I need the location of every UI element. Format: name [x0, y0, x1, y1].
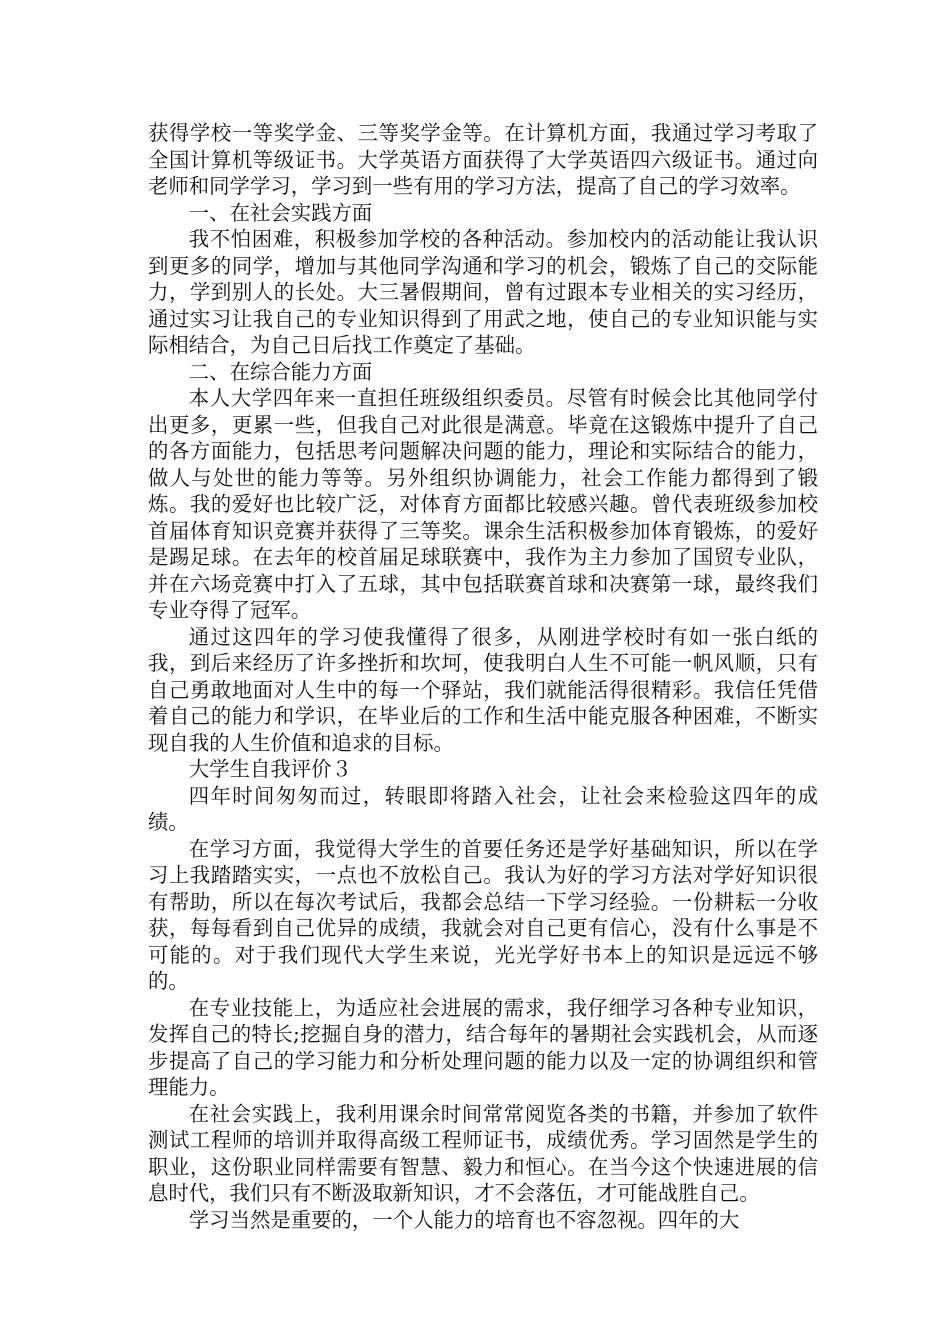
- paragraph-social-practice: 我不怕困难，积极参加学校的各种活动。参加校内的活动能让我认识到更多的同学，增加与其他同学沟通和学习的机会，锻炼了自己的交际能力，学到别人的长处。大三暑假期间，曾有过跟本专业相关的实习经历，通过实习让我自己的专业知识得到了用武之地，使自己的专业知识能与实际相结合，为自己日后找工作奠定了基础。: [148, 227, 818, 357]
- document-page: [148, 120, 818, 1233]
- section-title-self-evaluation-3: 大学生自我评价３: [188, 757, 352, 781]
- paragraph-professional-skills: 在专业技能上，为适应社会进展的需求，我仔细学习各种专业知识，发挥自己的特长;挖掘自身的潜力，结合每年的暑期社会实践机会，从而逐步提高了自己的学习能力和分析处理问题的能力以及一定的协调组织和管理能力。: [148, 995, 818, 1099]
- paragraph-ability-cultivation: 学习当然是重要的，一个人能力的培育也不容忽视。四年的大: [188, 1207, 740, 1232]
- section-heading-social-practice: 一、在社会实践方面: [188, 200, 373, 225]
- paragraph-comprehensive-ability: 本人大学四年来一直担任班级组织委员。尽管有时候会比其他同学付出更多，更累一些，但我自己对此很是满意。毕竟在这锻炼中提升了自己的各方面能力，包括思考问题解决问题的能力，理论和实际结合的能力，做人与处世的能力等等。另外组织协调能力，社会工作能力都得到了锻炼。我的爱好也比较广泛，对体育方面都比较感兴趣。曾代表班级参加校首届体育知识竞赛并获得了三等奖。课余生活积极参加体育锻炼，的爱好是踢足球。在去年的校首届足球联赛中，我作为主力参加了国贸专业队，并在六场竞赛中打入了五球，其中包括联赛首球和决赛第一球，最终我们专业夺得了冠军。: [148, 386, 818, 622]
- paragraph-study: 在学习方面，我觉得大学生的首要任务还是学好基础知识，所以在学习上我踏踏实实，一点也不放松自己。我认为好的学习方法对学好知识很有帮助，所以在每次考试后，我都会总结一下学习经验。一份耕耘一分收获，每每看到自己优异的成绩，我就会对自己更有信心，没有什么事是不可能的。对于我们现代大学生来说，光光学好书本上的知识是远远不够的。: [148, 836, 818, 993]
- paragraph-four-years-summary: 通过这四年的学习使我懂得了很多，从刚进学校时有如一张白纸的我，到后来经历了许多挫折和坎坷，使我明白人生不可能一帆风顺，只有自己勇敢地面对人生中的每一个驿站，我们就能活得很精彩。我信任凭借着自己的能力和学识，在毕业后的工作和生活中能克服各种困难，不断实现自我的人生价值和追求的目标。: [148, 624, 818, 755]
- paragraph-social-practice-2: 在社会实践上，我利用课余时间常常阅览各类的书籍，并参加了软件测试工程师的培训并取得高级工程师证书，成绩优秀。学习固然是学生的职业，这份职业同样需要有智慧、毅力和恒心。在当今这个快速进展的信息时代，我们只有不断汲取新知识，才不会落伍，才可能战胜自己。: [148, 1101, 818, 1205]
- section-heading-comprehensive-ability: 二、在综合能力方面: [188, 359, 373, 384]
- paragraph-intro: 四年时间匆匆而过，转眼即将踏入社会，让社会来检验这四年的成绩。: [148, 783, 818, 834]
- paragraph-continuation: 获得学校一等奖学金、三等奖学金等。在计算机方面，我通过学习考取了全国计算机等级证书。大学英语方面获得了大学英语四六级证书。通过向老师和同学学习，学习到一些有用的学习方法，提高了自己的学习效率。: [148, 121, 818, 198]
